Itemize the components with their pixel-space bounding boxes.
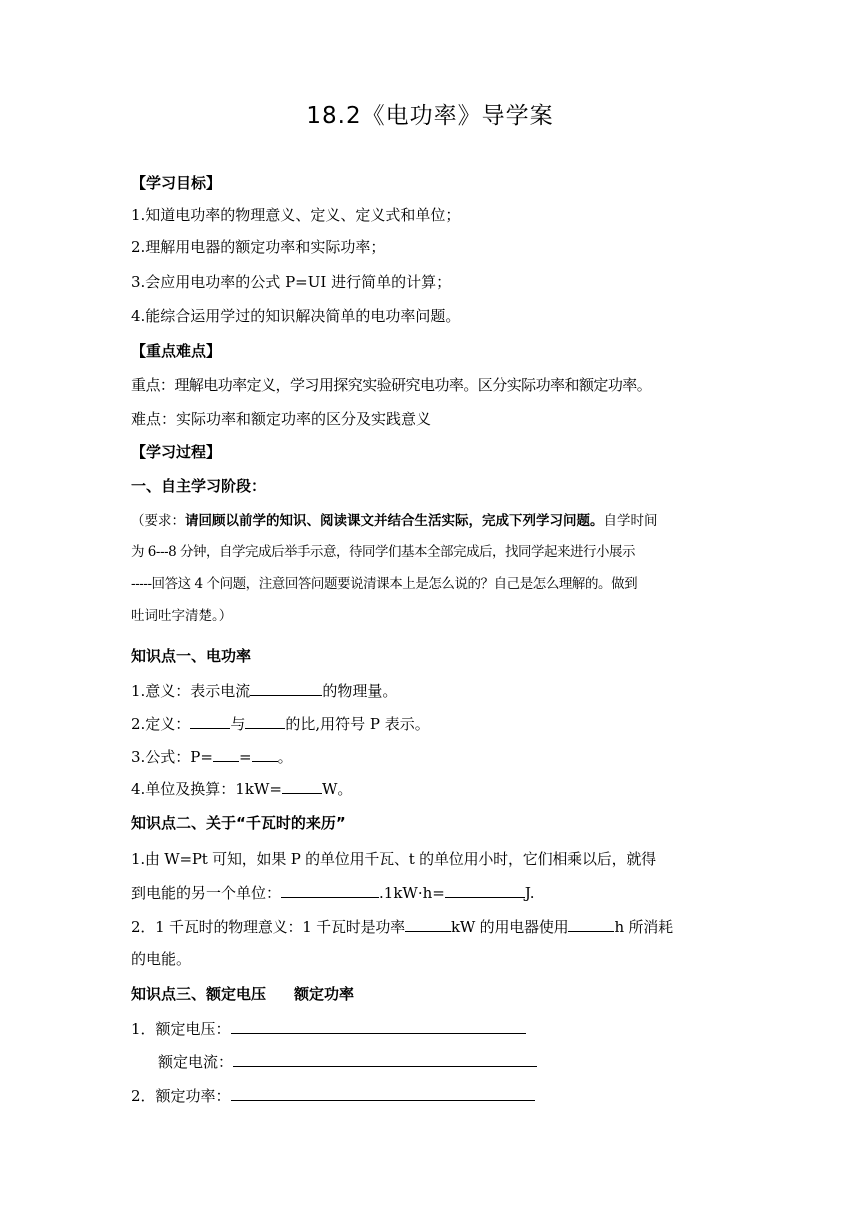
goal-item: 4.能综合运用学过的知识解决简单的电功率问题。	[131, 307, 461, 325]
kp1-item-3-tail: 。	[277, 748, 293, 766]
requirement-line-2: 为 6---8 分钟，自学完成后举手示意，待同学们基本全部完成后，找同学起来进行小展示	[131, 544, 635, 560]
rated-current-row	[158, 1051, 537, 1072]
kp2-item-2-tail: h 所消耗	[614, 918, 673, 936]
page-title: 18.2《电功率》导学案	[306, 103, 554, 129]
kp2-item-2-mid: kW 的用电器使用	[450, 918, 569, 936]
kp1-heading: 知识点一、电功率	[131, 647, 252, 665]
blank-line[interactable]	[281, 882, 379, 898]
kp3-heading-a: 知识点三、额定电压	[131, 985, 267, 1003]
kp3-heading	[131, 984, 354, 1004]
kp1-item-4	[131, 778, 352, 799]
rated-power-blank[interactable]	[231, 1085, 535, 1101]
rated-voltage-row	[131, 1018, 526, 1039]
kp1-item-4-tail: W。	[321, 780, 353, 798]
blank-line[interactable]	[250, 680, 322, 696]
kp2-item-1-text: 到电能的另一个单位：	[131, 884, 282, 902]
goal-item: 3.会应用电功率的公式 P=UI 进行简单的计算；	[131, 273, 452, 291]
kp1-item-1-tail: 的物理量。	[322, 682, 398, 700]
kp1-item-1-text: 1.意义：表示电流	[131, 682, 251, 700]
blank-line[interactable]	[568, 916, 614, 932]
rated-voltage-label: 1．额定电压：	[131, 1020, 231, 1038]
kp1-item-2	[131, 713, 430, 734]
requirement-prefix: （要求：	[131, 513, 185, 529]
keypoints-heading: 【重点难点】	[131, 342, 222, 360]
blank-line[interactable]	[445, 882, 525, 898]
rated-current-label: 额定电流：	[158, 1053, 234, 1071]
requirement-line-1	[131, 511, 658, 531]
blank-line[interactable]	[213, 746, 239, 762]
requirement-bold: 请回顾以前学的知识、阅读课文并结合生活实际，完成下列学习问题。	[185, 513, 604, 529]
kp2-item-1-tail: J.	[524, 884, 535, 902]
process-heading: 【学习过程】	[131, 443, 222, 461]
kp1-item-3-text: 3.公式：P=	[131, 748, 213, 766]
keypoint-text: 重点：理解电功率定义，学习用探究实验研究电功率。区分实际功率和额定功率。	[131, 376, 652, 394]
blank-line[interactable]	[252, 746, 278, 762]
rated-current-blank[interactable]	[233, 1051, 537, 1067]
kp3-heading-b: 额定功率	[294, 985, 355, 1003]
kp2-item-1-mid: .1kW·h=	[379, 884, 445, 902]
kp2-item-2-line-2: 的电能。	[131, 950, 192, 968]
kp2-item-2-text: 2．1 千瓦时的物理意义：1 千瓦时是功率	[131, 918, 405, 936]
kp1-item-4-text: 4.单位及换算：1kW=	[131, 780, 282, 798]
requirement-line-3: -----回答这 4 个问题，注意回答问题要说清课本上是怎么说的？自己是怎么理解的。做到	[131, 576, 638, 592]
rated-power-row	[131, 1085, 535, 1106]
goals-heading: 【学习目标】	[131, 174, 222, 192]
kp2-item-1-line-1: 1.由 W=Pt 可知，如果 P 的单位用千瓦、t 的单位用小时，它们相乘以后，就得	[131, 850, 656, 868]
kp1-item-2-mid: 与	[230, 715, 246, 733]
requirement-line-4: 吐词吐字清楚。）	[131, 608, 233, 624]
kp1-item-3	[131, 746, 293, 767]
difficulty-text: 难点：实际功率和额定功率的区分及实践意义	[131, 410, 432, 428]
requirement-rest: 自学时间	[603, 513, 658, 529]
stage-one-heading: 一、自主学习阶段：	[131, 477, 267, 495]
blank-line[interactable]	[190, 713, 230, 729]
goal-item: 1.知道电功率的物理意义、定义、定义式和单位；	[131, 206, 461, 224]
kp1-item-2-tail: 的比,用符号 P 表示。	[285, 715, 430, 733]
blank-line[interactable]	[405, 916, 451, 932]
blank-line[interactable]	[282, 778, 322, 794]
kp1-item-3-mid: =	[238, 748, 252, 766]
goal-item: 2.理解用电器的额定功率和实际功率；	[131, 238, 386, 256]
blank-line[interactable]	[245, 713, 285, 729]
kp2-item-2-line-1	[131, 916, 673, 937]
kp2-item-1-line-2	[131, 882, 534, 903]
kp2-heading: 知识点二、关于“千瓦时的来历”	[131, 814, 346, 832]
rated-voltage-blank[interactable]	[231, 1018, 526, 1034]
rated-power-label: 2．额定功率：	[131, 1087, 231, 1105]
kp1-item-1	[131, 680, 397, 701]
kp1-item-2-text: 2.定义：	[131, 715, 191, 733]
